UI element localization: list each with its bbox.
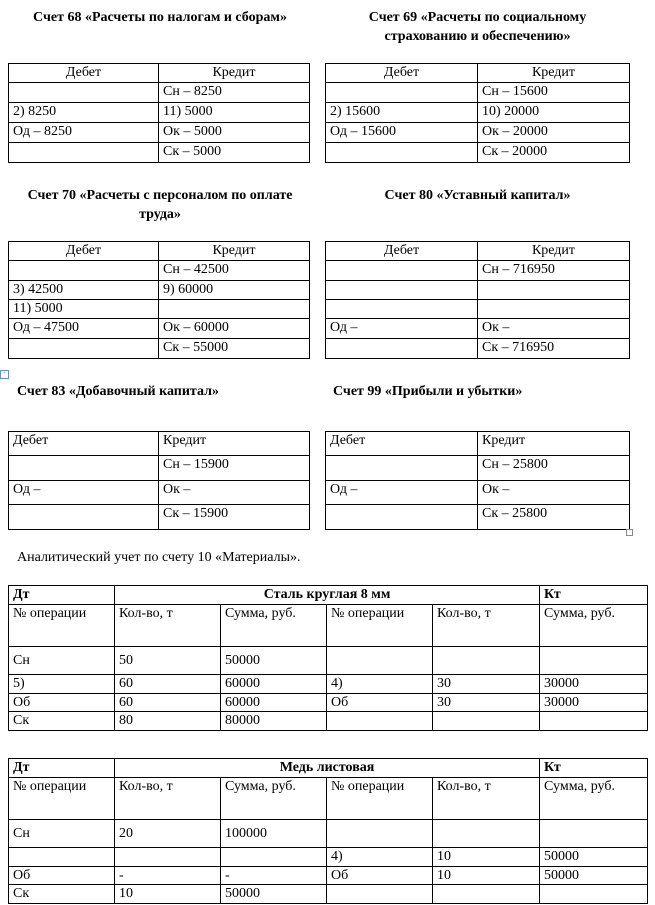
table-cell — [327, 712, 433, 731]
debit-cell — [9, 456, 159, 481]
credit-cell: Ск – 15900 — [159, 505, 310, 530]
debit-cell — [326, 505, 478, 530]
debit-header: Дебет — [9, 64, 159, 83]
credit-cell: 11) 5000 — [159, 103, 310, 123]
column-header: Сумма, руб. — [540, 778, 648, 820]
credit-cell: Сн – 716950 — [478, 261, 630, 281]
dt-label: Дт — [9, 759, 115, 778]
debit-cell — [9, 261, 159, 281]
debit-header: Дебет — [9, 432, 159, 456]
credit-cell: Ок – 60000 — [159, 319, 310, 339]
table-cell — [540, 712, 648, 731]
table-cell — [540, 820, 648, 848]
analytics-intro: Аналитический учет по счету 10 «Материалы». — [17, 550, 301, 565]
table-cell: 50000 — [540, 867, 648, 885]
account-68-title: Счет 68 «Расчеты по налогам и сборам» — [33, 10, 287, 25]
table-cell: 80 — [115, 712, 221, 731]
table-cell: 10 — [433, 867, 540, 885]
debit-header: Дебет — [9, 242, 159, 261]
credit-cell: 9) 60000 — [159, 281, 310, 300]
credit-header: Кредит — [478, 432, 630, 456]
credit-cell: 10) 20000 — [478, 103, 630, 123]
t-account-68 — [8, 63, 310, 163]
account-70-title: Счет 70 «Расчеты с персоналом по оплате труда» — [27, 188, 293, 222]
debit-cell: 3) 42500 — [9, 281, 159, 300]
column-header: № операции — [327, 605, 433, 647]
table-cell: Об — [327, 694, 433, 712]
debit-cell: Од – 47500 — [9, 319, 159, 339]
t-account-70 — [8, 241, 310, 359]
debit-cell: Од – 15600 — [326, 123, 478, 143]
kt-label: Кт — [540, 759, 648, 778]
table-cell — [540, 647, 648, 675]
table-cell — [9, 848, 115, 867]
credit-cell: Ок – — [478, 481, 630, 505]
table-cell: 4) — [327, 848, 433, 867]
debit-cell — [326, 281, 478, 300]
table-cell: - — [221, 867, 327, 885]
column-header: № операции — [9, 605, 115, 647]
t-account-80 — [325, 241, 630, 359]
debit-cell — [326, 261, 478, 281]
account-69-title: Счет 69 «Расчеты по социальному страхованию и обеспечению» — [368, 10, 587, 44]
debit-cell: 2) 15600 — [326, 103, 478, 123]
credit-header: Кредит — [159, 64, 310, 83]
table-cell — [433, 712, 540, 731]
table-cell: 80000 — [221, 712, 327, 731]
table-cell: 60000 — [221, 694, 327, 712]
table-cell: 60000 — [221, 675, 327, 694]
credit-cell: Ок – 20000 — [478, 123, 630, 143]
analytics-table-steel — [8, 585, 648, 731]
column-header: № операции — [327, 778, 433, 820]
column-header: Кол-во, т — [433, 605, 540, 647]
debit-cell: 11) 5000 — [9, 300, 159, 319]
column-header: Сумма, руб. — [221, 778, 327, 820]
debit-cell — [326, 339, 478, 359]
table-cell: 30 — [433, 694, 540, 712]
table-cell: - — [115, 867, 221, 885]
table-cell: 10 — [115, 885, 221, 904]
credit-header: Кредит — [478, 64, 630, 83]
debit-cell — [326, 83, 478, 103]
material-name: Сталь круглая 8 мм — [115, 586, 540, 605]
column-header: № операции — [9, 778, 115, 820]
table-cell: Сн — [9, 647, 115, 675]
debit-cell — [326, 300, 478, 319]
debit-cell — [9, 143, 159, 163]
credit-cell: Ск – 20000 — [478, 143, 630, 163]
debit-cell — [9, 83, 159, 103]
t-account-83 — [8, 431, 310, 530]
dt-label: Дт — [9, 586, 115, 605]
debit-header: Дебет — [326, 432, 478, 456]
credit-cell — [478, 300, 630, 319]
column-header: Кол-во, т — [115, 778, 221, 820]
table-cell: 100000 — [221, 820, 327, 848]
table-cell: Ск — [9, 712, 115, 731]
credit-cell: Ск – 55000 — [159, 339, 310, 359]
table-cell — [433, 885, 540, 904]
debit-cell: 2) 8250 — [9, 103, 159, 123]
debit-cell — [326, 456, 478, 481]
table-cell — [540, 885, 648, 904]
credit-cell: Сн – 8250 — [159, 83, 310, 103]
table-cell: Сн — [9, 820, 115, 848]
table-cell: 10 — [433, 848, 540, 867]
account-80-title: Счет 80 «Уставный капитал» — [384, 188, 571, 203]
table-cell: 50000 — [221, 885, 327, 904]
credit-header: Кредит — [159, 242, 310, 261]
table-cell: 50 — [115, 647, 221, 675]
account-99-title: Счет 99 «Прибыли и убытки» — [333, 384, 523, 399]
credit-cell: Ск – 5000 — [159, 143, 310, 163]
analytics-table-copper — [8, 758, 648, 904]
table-cell — [221, 848, 327, 867]
table-cell: 50000 — [540, 848, 648, 867]
debit-cell — [326, 143, 478, 163]
debit-cell — [9, 339, 159, 359]
table-cell — [433, 647, 540, 675]
t-account-69 — [325, 63, 630, 163]
material-name: Медь листовая — [115, 759, 540, 778]
table-cell — [327, 820, 433, 848]
table-cell — [327, 647, 433, 675]
table-move-handle-icon[interactable]: + — [0, 370, 9, 379]
credit-header: Кредит — [478, 242, 630, 261]
table-resize-handle[interactable] — [626, 529, 633, 536]
table-cell: 60 — [115, 675, 221, 694]
credit-cell: Ск – 716950 — [478, 339, 630, 359]
credit-cell: Сн – 15900 — [159, 456, 310, 481]
table-cell: 4) — [327, 675, 433, 694]
credit-cell — [478, 281, 630, 300]
credit-cell: Ск – 25800 — [478, 505, 630, 530]
debit-cell: Од – — [326, 481, 478, 505]
t-account-99 — [325, 431, 630, 530]
credit-header: Кредит — [159, 432, 310, 456]
credit-cell: Ок – — [478, 319, 630, 339]
account-83-title: Счет 83 «Добавочный капитал» — [17, 384, 219, 399]
table-cell: 30000 — [540, 675, 648, 694]
table-cell: 20 — [115, 820, 221, 848]
credit-cell: Ок – — [159, 481, 310, 505]
table-cell: 30000 — [540, 694, 648, 712]
column-header: Сумма, руб. — [540, 605, 648, 647]
table-cell: 30 — [433, 675, 540, 694]
table-cell: 60 — [115, 694, 221, 712]
credit-cell: Сн – 25800 — [478, 456, 630, 481]
table-cell: Ск — [9, 885, 115, 904]
table-cell: Об — [9, 867, 115, 885]
debit-cell — [9, 505, 159, 530]
table-cell: 50000 — [221, 647, 327, 675]
table-cell: Об — [327, 867, 433, 885]
kt-label: Кт — [540, 586, 648, 605]
credit-cell — [159, 300, 310, 319]
table-cell: 5) — [9, 675, 115, 694]
debit-cell: Од – — [9, 481, 159, 505]
table-cell — [115, 848, 221, 867]
credit-cell: Сн – 42500 — [159, 261, 310, 281]
column-header: Кол-во, т — [115, 605, 221, 647]
credit-cell: Сн – 15600 — [478, 83, 630, 103]
credit-cell: Ок – 5000 — [159, 123, 310, 143]
debit-cell: Од – 8250 — [9, 123, 159, 143]
column-header: Сумма, руб. — [221, 605, 327, 647]
table-cell — [433, 820, 540, 848]
column-header: Кол-во, т — [433, 778, 540, 820]
table-cell — [327, 885, 433, 904]
table-cell: Об — [9, 694, 115, 712]
debit-header: Дебет — [326, 64, 478, 83]
debit-cell: Од – — [326, 319, 478, 339]
debit-header: Дебет — [326, 242, 478, 261]
